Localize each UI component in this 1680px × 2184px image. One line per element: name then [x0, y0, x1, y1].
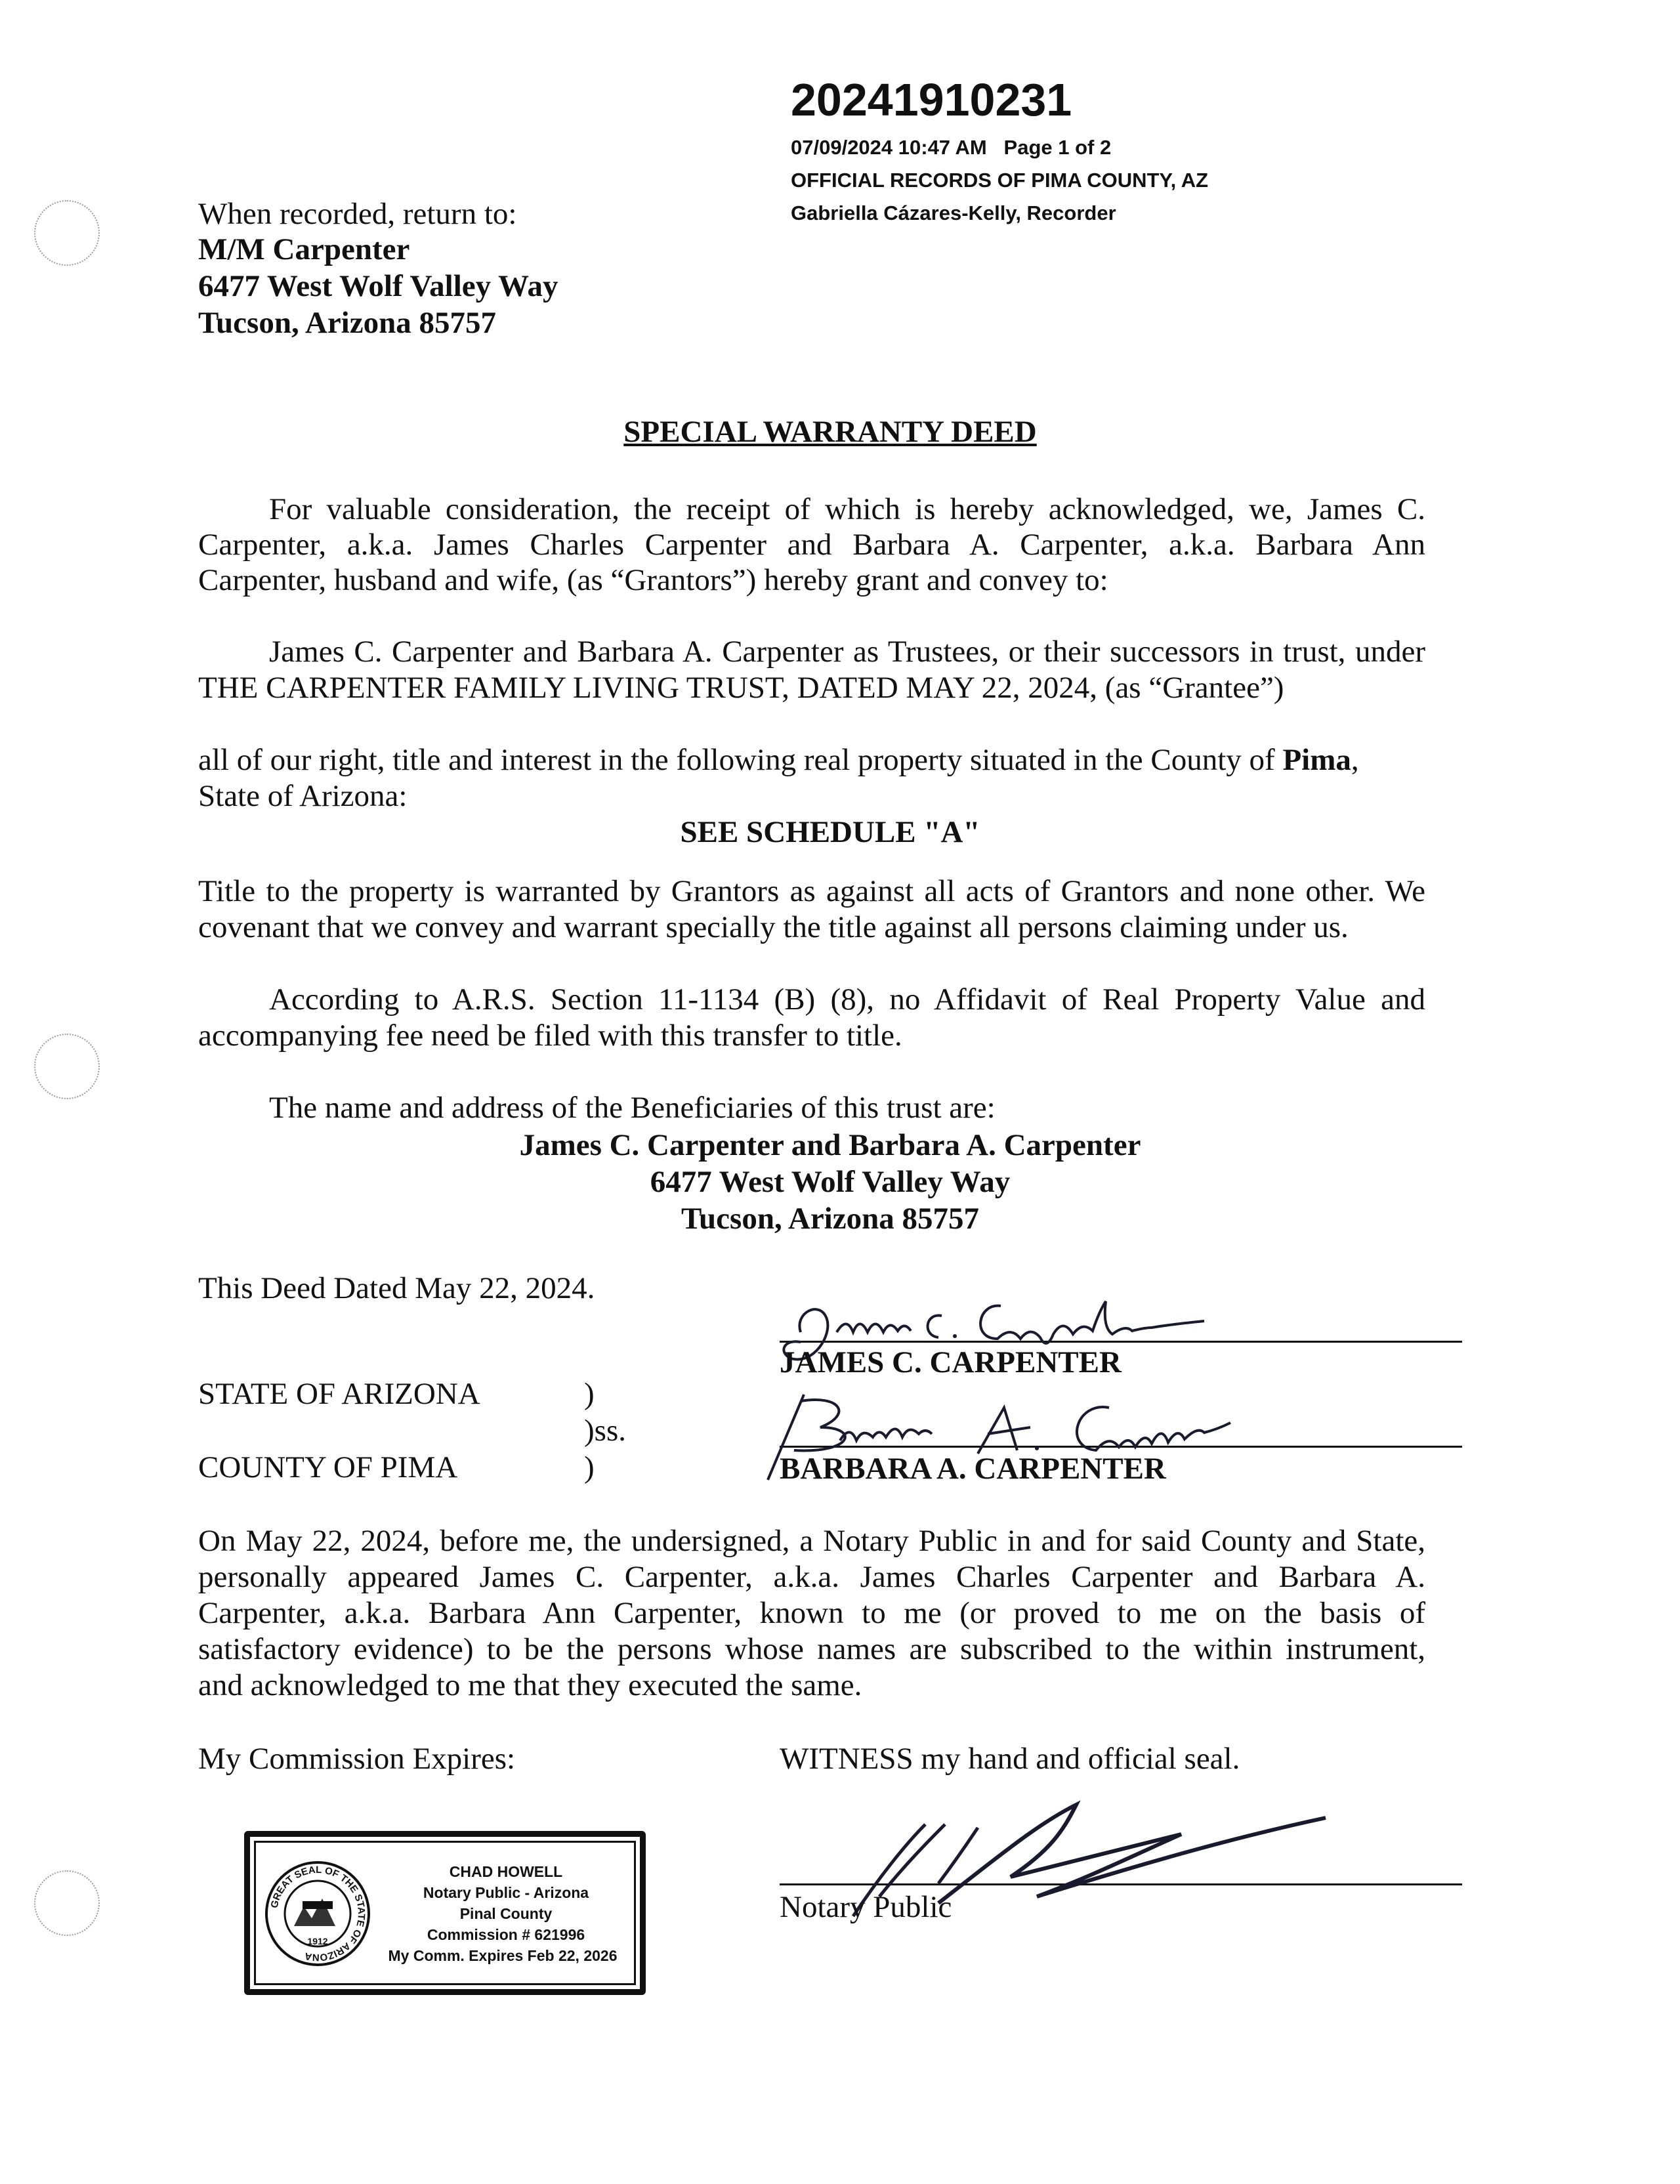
venue-state: STATE OF ARIZONA [198, 1377, 480, 1411]
property-paragraph-line-1 [198, 742, 1445, 779]
stamp-notary-name: CHAD HOWELL [449, 1863, 563, 1880]
grant-paragraph-line-2: Carpenter, a.k.a. James Charles Carpenter and Barbara A. Carpenter, a.k.a. Barbara Ann [198, 528, 1425, 562]
return-to-street: 6477 West Wolf Valley Way [198, 269, 558, 303]
grantee-paragraph-line-2: THE CARPENTER FAMILY LIVING TRUST, DATED MAY 22, 2024, (as “Grantee”) [198, 671, 1284, 705]
recorder-name: Gabriella Cázares-Kelly, Recorder [791, 201, 1116, 224]
schedule-reference: SEE SCHEDULE "A" [680, 815, 980, 849]
signer-2-name: BARBARA A. CARPENTER [780, 1452, 1166, 1486]
punch-hole-bottom [34, 1870, 100, 1936]
stamp-notary-title: Notary Public - Arizona [423, 1884, 589, 1901]
warranty-paragraph-line-2: covenant that we convey and warrant specially the title against all persons claiming under us. [198, 910, 1349, 944]
notary-paragraph-line-3: Carpenter, a.k.a. Barbara Ann Carpenter, known to me (or proved to me on the basis of [198, 1596, 1425, 1630]
recording-office: OFFICIAL RECORDS OF PIMA COUNTY, AZ [791, 169, 1209, 192]
notary-public-label: Notary Public [780, 1890, 952, 1924]
beneficiaries-names: James C. Carpenter and Barbara A. Carpenter [519, 1128, 1141, 1162]
signer-1-name: JAMES C. CARPENTER [780, 1345, 1122, 1379]
deed-date: This Deed Dated May 22, 2024. [198, 1271, 595, 1305]
grant-paragraph-line-3: Carpenter, husband and wife, (as “Grantors”) hereby grant and convey to: [198, 563, 1108, 597]
affidavit-paragraph-line-2: accompanying fee need be filed with this transfer to title. [198, 1018, 902, 1053]
seal-text: GREAT SEAL OF THE STATE OF ARIZONA [268, 1864, 368, 1964]
commission-expires-label: My Commission Expires: [198, 1742, 516, 1776]
return-to-city: Tucson, Arizona 85757 [198, 306, 496, 340]
return-to-name: M/M Carpenter [198, 232, 410, 266]
affidavit-paragraph-line-1: According to A.R.S. Section 11-1134 (B) (8), no Affidavit of Real Property Value and [269, 982, 1425, 1017]
grant-paragraph-line-1: For valuable consideration, the receipt of which is hereby acknowledged, we, James C. [269, 492, 1425, 526]
venue-paren-1: ) [584, 1377, 595, 1411]
property-text: all of our right, title and interest in the following real property situated in the County of [198, 743, 1275, 777]
seal-year: 1912 [307, 1936, 328, 1946]
arizona-seal-icon [264, 1860, 371, 1967]
county-name: Pima [1282, 743, 1351, 777]
venue-paren-2: ) [584, 1450, 595, 1484]
punch-hole-middle [34, 1034, 100, 1099]
stamp-commission-expiry: My Comm. Expires Feb 22, 2026 [388, 1947, 618, 1964]
document-number: 20241910231 [791, 74, 1072, 125]
venue-ss: )ss. [584, 1414, 626, 1448]
stamp-commission-number: Commission # 621996 [427, 1926, 585, 1943]
beneficiaries-intro: The name and address of the Beneficiaries of this trust are: [269, 1091, 996, 1125]
document-title: SPECIAL WARRANTY DEED [623, 415, 1037, 449]
recording-timestamp: 07/09/2024 10:47 AM Page 1 of 2 [791, 136, 1112, 159]
warranty-paragraph-line-1: Title to the property is warranted by Grantors as against all acts of Grantors and none other. We [198, 874, 1425, 908]
venue-county: COUNTY OF PIMA [198, 1450, 458, 1484]
notary-paragraph-line-5: and acknowledged to me that they executed the same. [198, 1668, 862, 1702]
witness-statement: WITNESS my hand and official seal. [780, 1742, 1240, 1776]
notary-paragraph-line-2: personally appeared James C. Carpenter, a.k.a. James Charles Carpenter and Barbara A. [198, 1560, 1425, 1594]
stamp-notary-county: Pinal County [459, 1905, 553, 1922]
punch-hole-top [34, 200, 100, 266]
property-comma: , [1351, 743, 1359, 777]
beneficiaries-street: 6477 West Wolf Valley Way [650, 1165, 1011, 1199]
return-to-label: When recorded, return to: [198, 197, 517, 231]
notary-paragraph-line-4: satisfactory evidence) to be the persons whose names are subscribed to the within instrument, [198, 1632, 1425, 1666]
beneficiaries-city: Tucson, Arizona 85757 [681, 1202, 979, 1236]
property-paragraph-line-2: State of Arizona: [198, 779, 408, 813]
notary-stamp [244, 1831, 646, 1995]
grantee-paragraph-line-1: James C. Carpenter and Barbara A. Carpenter as Trustees, or their successors in trust, under [269, 635, 1425, 669]
notary-paragraph-line-1: On May 22, 2024, before me, the undersigned, a Notary Public in and for said County and State, [198, 1524, 1425, 1558]
